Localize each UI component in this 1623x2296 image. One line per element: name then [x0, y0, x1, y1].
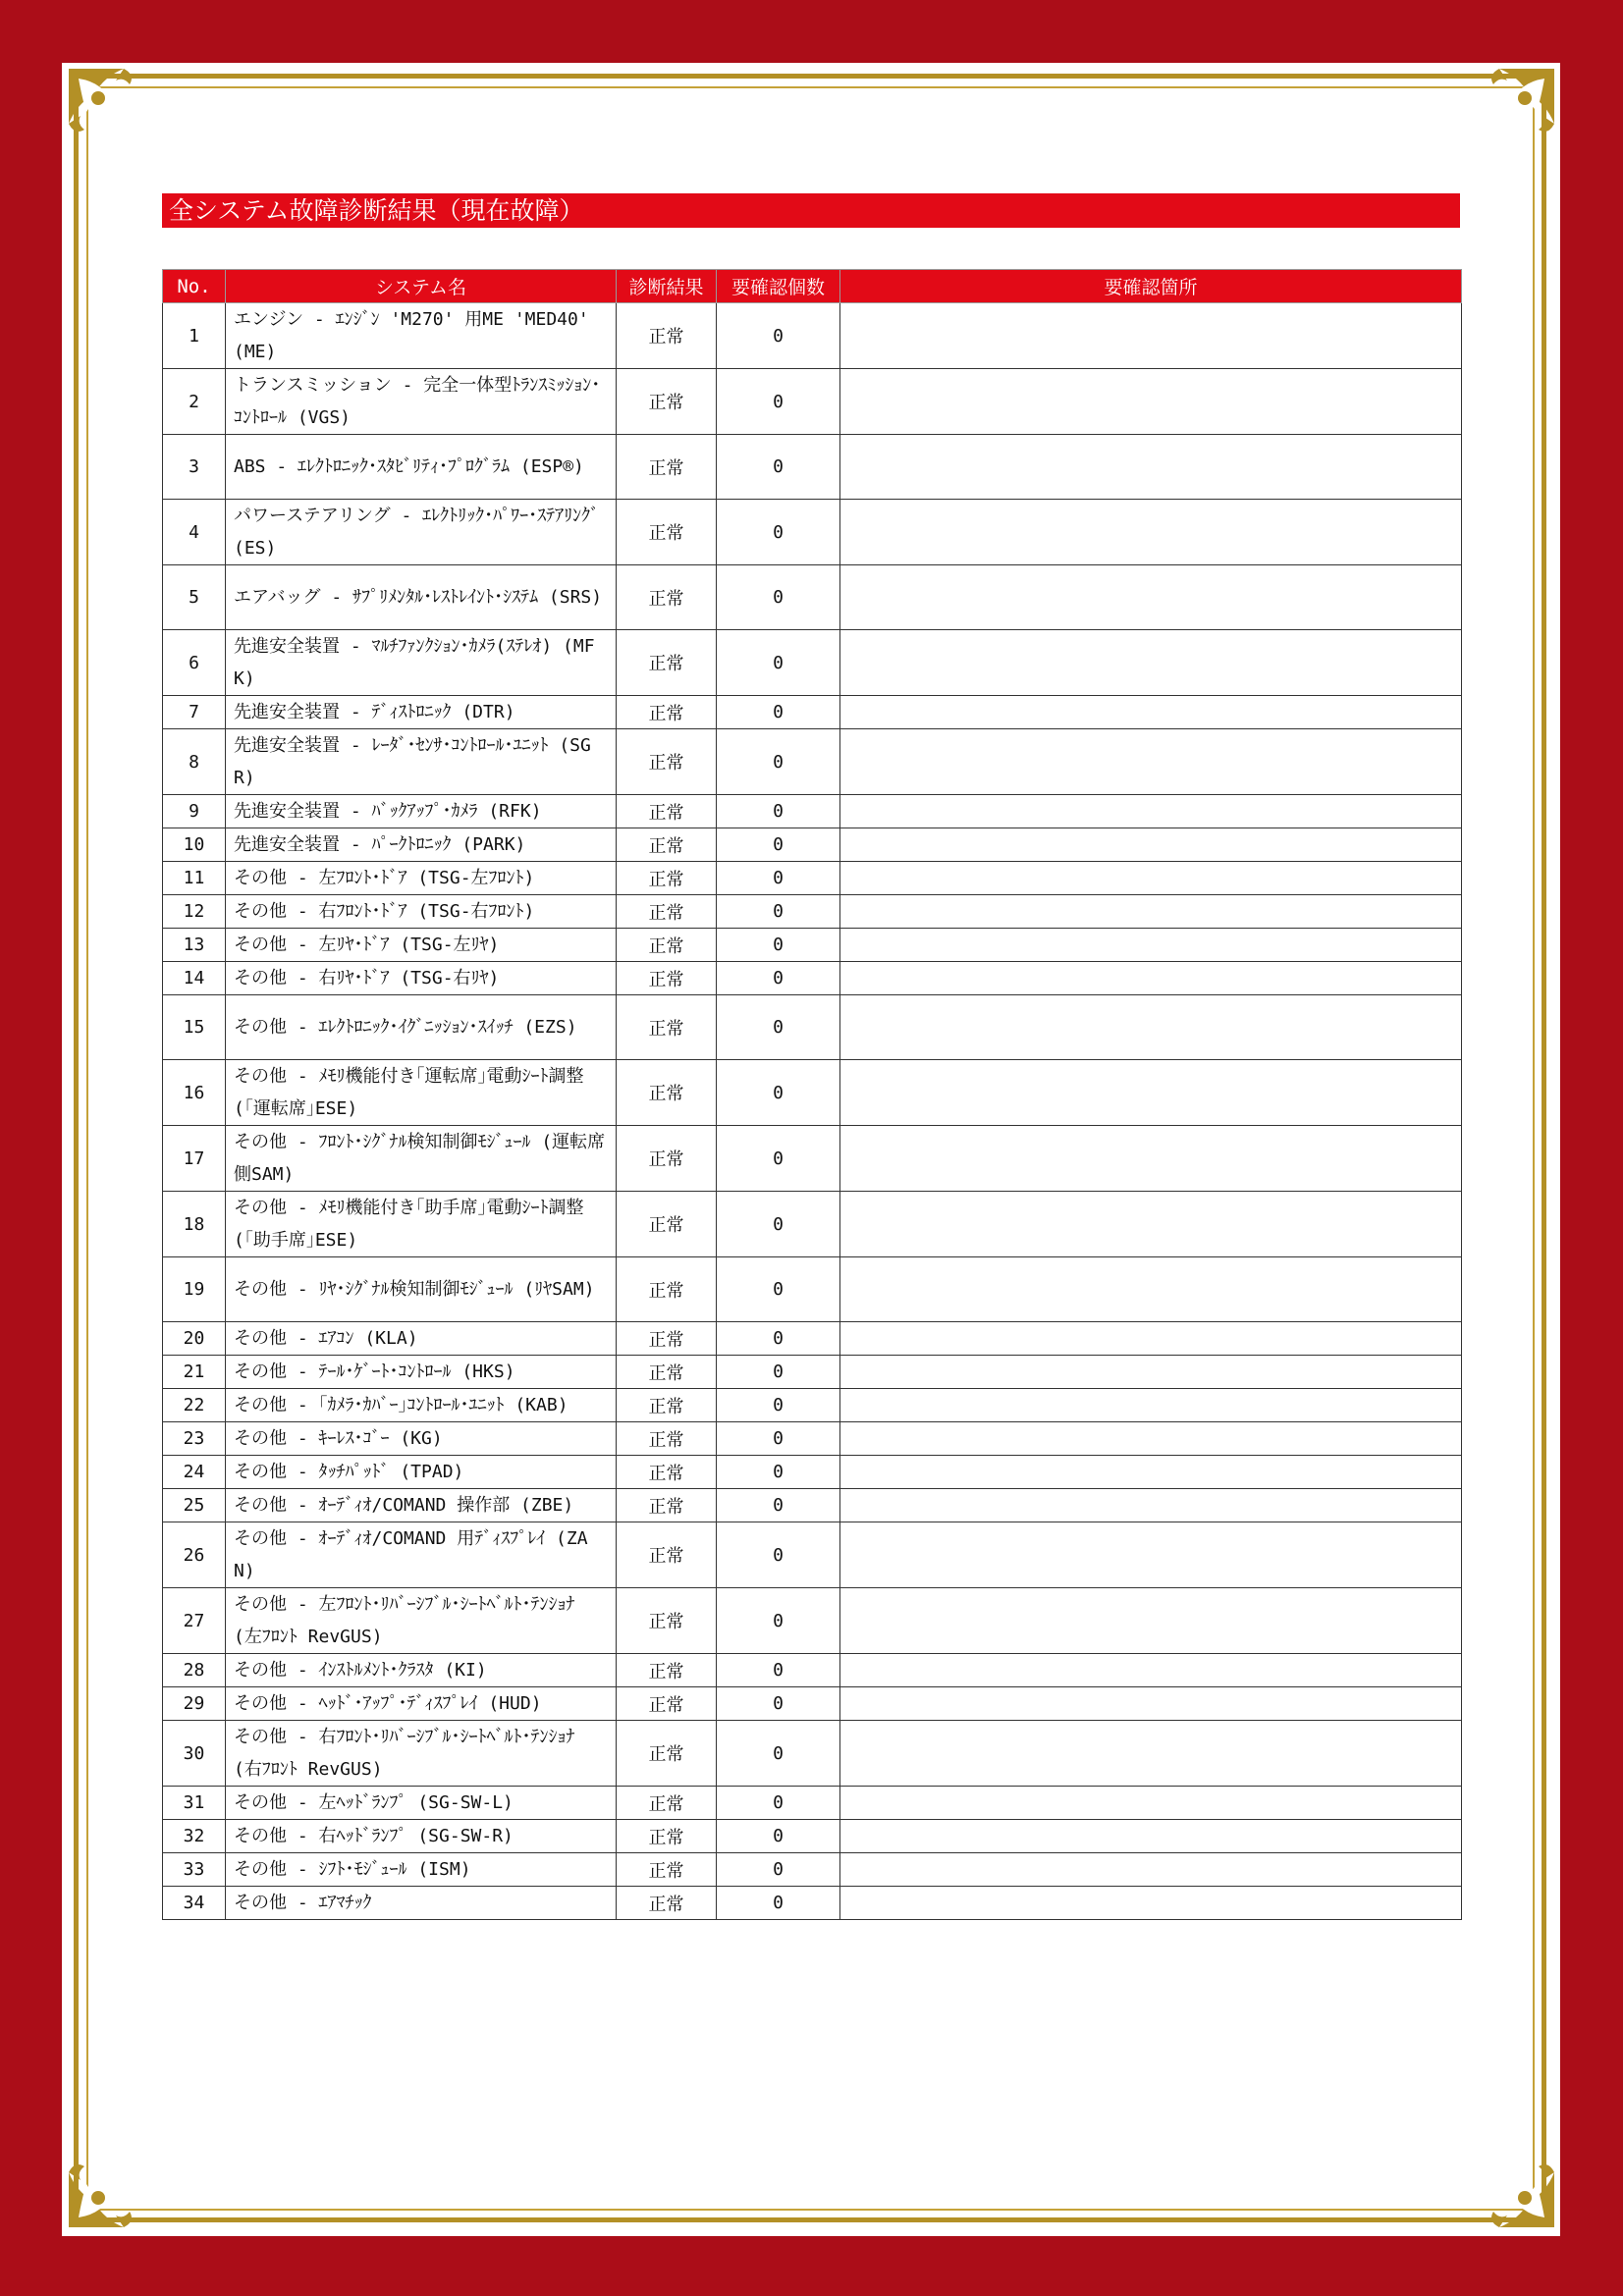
row-no: 10: [163, 828, 226, 862]
row-no: 6: [163, 630, 226, 696]
row-no: 24: [163, 1456, 226, 1489]
row-result: 正常: [617, 1192, 717, 1257]
row-check-location: [840, 1687, 1462, 1721]
row-no: 12: [163, 895, 226, 929]
table-row: [163, 500, 1462, 565]
header-result: 診断結果: [617, 270, 717, 303]
row-no: 23: [163, 1422, 226, 1456]
row-check-location: [840, 1489, 1462, 1522]
table-row: [163, 995, 1462, 1060]
row-check-count: 0: [717, 369, 840, 435]
table-row: [163, 1060, 1462, 1126]
row-check-count: 0: [717, 1456, 840, 1489]
row-system-name: その他 - 左ﾌﾛﾝﾄ･ﾄﾞｱ (TSG-左ﾌﾛﾝﾄ): [226, 862, 617, 895]
row-system-name: その他 - ﾌﾛﾝﾄ･ｼｸﾞﾅﾙ検知制御ﾓｼﾞｭｰﾙ (運転席側SAM): [226, 1126, 617, 1192]
row-check-location: [840, 795, 1462, 828]
table-row: [163, 1721, 1462, 1787]
table-row: [163, 1489, 1462, 1522]
row-system-name: 先進安全装置 - ﾊﾞｯｸｱｯﾌﾟ･ｶﾒﾗ (RFK): [226, 795, 617, 828]
row-check-location: [840, 862, 1462, 895]
row-result: 正常: [617, 795, 717, 828]
row-result: 正常: [617, 1787, 717, 1820]
table-row: [163, 962, 1462, 995]
table-row: [163, 1192, 1462, 1257]
row-check-count: 0: [717, 1853, 840, 1887]
row-check-count: 0: [717, 1522, 840, 1588]
row-check-count: 0: [717, 929, 840, 962]
row-no: 27: [163, 1588, 226, 1654]
row-result: 正常: [617, 1322, 717, 1356]
row-check-count: 0: [717, 1422, 840, 1456]
row-system-name: 先進安全装置 - ﾊﾟｰｸﾄﾛﾆｯｸ (PARK): [226, 828, 617, 862]
row-check-location: [840, 369, 1462, 435]
row-result: 正常: [617, 995, 717, 1060]
row-check-location: [840, 630, 1462, 696]
table-row: [163, 1588, 1462, 1654]
row-no: 22: [163, 1389, 226, 1422]
row-no: 34: [163, 1887, 226, 1920]
table-row: [163, 729, 1462, 795]
row-no: 28: [163, 1654, 226, 1687]
row-check-location: [840, 929, 1462, 962]
row-check-location: [840, 1522, 1462, 1588]
row-check-count: 0: [717, 1721, 840, 1787]
row-system-name: その他 - 右ﾌﾛﾝﾄ･ﾘﾊﾞｰｼﾌﾞﾙ･ｼｰﾄﾍﾞﾙﾄ･ﾃﾝｼｮﾅ (右ﾌﾛﾝﾄ RevGUS): [226, 1721, 617, 1787]
row-no: 25: [163, 1489, 226, 1522]
row-check-count: 0: [717, 1322, 840, 1356]
row-check-count: 0: [717, 995, 840, 1060]
table-row: [163, 1456, 1462, 1489]
row-result: 正常: [617, 1060, 717, 1126]
row-result: 正常: [617, 862, 717, 895]
row-check-count: 0: [717, 1787, 840, 1820]
row-check-location: [840, 1887, 1462, 1920]
row-system-name: その他 - ｼﾌﾄ･ﾓｼﾞｭｰﾙ (ISM): [226, 1853, 617, 1887]
row-check-count: 0: [717, 1356, 840, 1389]
row-check-location: [840, 303, 1462, 369]
row-check-location: [840, 1820, 1462, 1853]
row-result: 正常: [617, 729, 717, 795]
row-result: 正常: [617, 435, 717, 500]
row-system-name: その他 - ｵｰﾃﾞｨｵ/COMAND 用ﾃﾞｨｽﾌﾟﾚｲ (ZAN): [226, 1522, 617, 1588]
row-no: 15: [163, 995, 226, 1060]
row-system-name: エアバッグ - ｻﾌﾟﾘﾒﾝﾀﾙ･ﾚｽﾄﾚｲﾝﾄ･ｼｽﾃﾑ (SRS): [226, 565, 617, 630]
row-system-name: その他 - ﾘﾔ･ｼｸﾞﾅﾙ検知制御ﾓｼﾞｭｰﾙ (ﾘﾔSAM): [226, 1257, 617, 1322]
row-check-location: [840, 828, 1462, 862]
row-result: 正常: [617, 303, 717, 369]
row-check-count: 0: [717, 962, 840, 995]
row-no: 5: [163, 565, 226, 630]
table-row: [163, 862, 1462, 895]
row-no: 14: [163, 962, 226, 995]
table-row: [163, 369, 1462, 435]
row-system-name: その他 - ﾀｯﾁﾊﾟｯﾄﾞ (TPAD): [226, 1456, 617, 1489]
row-system-name: その他 - ﾍｯﾄﾞ･ｱｯﾌﾟ･ﾃﾞｨｽﾌﾟﾚｲ (HUD): [226, 1687, 617, 1721]
row-check-count: 0: [717, 828, 840, 862]
row-check-count: 0: [717, 1060, 840, 1126]
row-system-name: その他 - 右ﾘﾔ･ﾄﾞｱ (TSG-右ﾘﾔ): [226, 962, 617, 995]
row-result: 正常: [617, 696, 717, 729]
row-check-count: 0: [717, 435, 840, 500]
table-header-row: [163, 270, 1462, 303]
row-check-count: 0: [717, 1192, 840, 1257]
table-row: [163, 303, 1462, 369]
row-result: 正常: [617, 1422, 717, 1456]
row-system-name: その他 - ｷｰﾚｽ･ｺﾞｰ (KG): [226, 1422, 617, 1456]
row-check-location: [840, 895, 1462, 929]
row-result: 正常: [617, 1257, 717, 1322]
row-check-count: 0: [717, 1257, 840, 1322]
table-row: [163, 435, 1462, 500]
row-check-location: [840, 1060, 1462, 1126]
row-system-name: その他 - ｲﾝｽﾄﾙﾒﾝﾄ･ｸﾗｽﾀ (KI): [226, 1654, 617, 1687]
row-result: 正常: [617, 1126, 717, 1192]
row-check-location: [840, 1192, 1462, 1257]
header-no: No.: [163, 270, 226, 303]
row-result: 正常: [617, 962, 717, 995]
row-no: 2: [163, 369, 226, 435]
ornament-corner-icon: [65, 65, 163, 163]
row-system-name: 先進安全装置 - ﾏﾙﾁﾌｧﾝｸｼｮﾝ･ｶﾒﾗ(ｽﾃﾚｵ) (MFK): [226, 630, 617, 696]
row-check-location: [840, 995, 1462, 1060]
table-row: [163, 1787, 1462, 1820]
row-check-location: [840, 1588, 1462, 1654]
row-system-name: その他 - ｢ｶﾒﾗ･ｶﾊﾞｰ｣ｺﾝﾄﾛｰﾙ･ﾕﾆｯﾄ (KAB): [226, 1389, 617, 1422]
row-check-location: [840, 1126, 1462, 1192]
row-system-name: その他 - 左ﾍｯﾄﾞﾗﾝﾌﾟ (SG-SW-L): [226, 1787, 617, 1820]
row-check-count: 0: [717, 895, 840, 929]
row-check-count: 0: [717, 1687, 840, 1721]
diagnosis-table: [162, 269, 1462, 1920]
row-check-count: 0: [717, 1820, 840, 1853]
row-check-location: [840, 500, 1462, 565]
table-row: [163, 1853, 1462, 1887]
row-check-count: 0: [717, 696, 840, 729]
row-result: 正常: [617, 1522, 717, 1588]
row-check-location: [840, 435, 1462, 500]
table-row: [163, 1257, 1462, 1322]
table-row: [163, 929, 1462, 962]
row-result: 正常: [617, 1489, 717, 1522]
table-row: [163, 1356, 1462, 1389]
header-check-location: 要確認箇所: [840, 270, 1462, 303]
ornament-corner-icon: [1460, 2133, 1558, 2231]
row-system-name: その他 - 左ﾌﾛﾝﾄ･ﾘﾊﾞｰｼﾌﾞﾙ･ｼｰﾄﾍﾞﾙﾄ･ﾃﾝｼｮﾅ (左ﾌﾛﾝﾄ RevGUS): [226, 1588, 617, 1654]
row-check-count: 0: [717, 630, 840, 696]
row-check-location: [840, 565, 1462, 630]
row-result: 正常: [617, 369, 717, 435]
table-row: [163, 828, 1462, 862]
row-no: 31: [163, 1787, 226, 1820]
row-no: 17: [163, 1126, 226, 1192]
row-system-name: トランスミッション - 完全一体型ﾄﾗﾝｽﾐｯｼｮﾝ･ｺﾝﾄﾛｰﾙ (VGS): [226, 369, 617, 435]
row-result: 正常: [617, 630, 717, 696]
table-row: [163, 1522, 1462, 1588]
table-row: [163, 696, 1462, 729]
row-system-name: 先進安全装置 - ﾚｰﾀﾞ･ｾﾝｻ･ｺﾝﾄﾛｰﾙ･ﾕﾆｯﾄ (SGR): [226, 729, 617, 795]
row-check-location: [840, 1322, 1462, 1356]
row-result: 正常: [617, 1588, 717, 1654]
row-no: 3: [163, 435, 226, 500]
row-system-name: その他 - ﾒﾓﾘ機能付き｢運転席｣電動ｼｰﾄ調整 (｢運転席｣ESE): [226, 1060, 617, 1126]
row-no: 13: [163, 929, 226, 962]
row-no: 30: [163, 1721, 226, 1787]
table-row: [163, 1820, 1462, 1853]
row-no: 18: [163, 1192, 226, 1257]
row-no: 21: [163, 1356, 226, 1389]
row-system-name: その他 - ｴﾚｸﾄﾛﾆｯｸ･ｲｸﾞﾆｯｼｮﾝ･ｽｲｯﾁ (EZS): [226, 995, 617, 1060]
row-no: 20: [163, 1322, 226, 1356]
row-result: 正常: [617, 1356, 717, 1389]
row-check-count: 0: [717, 1887, 840, 1920]
row-no: 1: [163, 303, 226, 369]
table-row: [163, 1422, 1462, 1456]
row-system-name: その他 - 左ﾘﾔ･ﾄﾞｱ (TSG-左ﾘﾔ): [226, 929, 617, 962]
row-result: 正常: [617, 500, 717, 565]
row-no: 4: [163, 500, 226, 565]
row-no: 32: [163, 1820, 226, 1853]
table-row: [163, 1887, 1462, 1920]
row-result: 正常: [617, 1887, 717, 1920]
table-row: [163, 565, 1462, 630]
row-check-location: [840, 1356, 1462, 1389]
row-check-count: 0: [717, 1126, 840, 1192]
row-check-count: 0: [717, 1588, 840, 1654]
row-check-count: 0: [717, 303, 840, 369]
table-row: [163, 1654, 1462, 1687]
row-check-location: [840, 1654, 1462, 1687]
row-system-name: その他 - 右ﾌﾛﾝﾄ･ﾄﾞｱ (TSG-右ﾌﾛﾝﾄ): [226, 895, 617, 929]
row-check-count: 0: [717, 1489, 840, 1522]
row-no: 19: [163, 1257, 226, 1322]
row-no: 26: [163, 1522, 226, 1588]
row-check-count: 0: [717, 1654, 840, 1687]
row-system-name: その他 - 右ﾍｯﾄﾞﾗﾝﾌﾟ (SG-SW-R): [226, 1820, 617, 1853]
row-no: 16: [163, 1060, 226, 1126]
row-system-name: その他 - ｵｰﾃﾞｨｵ/COMAND 操作部 (ZBE): [226, 1489, 617, 1522]
row-no: 7: [163, 696, 226, 729]
row-check-location: [840, 696, 1462, 729]
row-check-count: 0: [717, 500, 840, 565]
row-system-name: その他 - ﾒﾓﾘ機能付き｢助手席｣電動ｼｰﾄ調整 (｢助手席｣ESE): [226, 1192, 617, 1257]
row-no: 8: [163, 729, 226, 795]
row-check-location: [840, 1257, 1462, 1322]
row-check-location: [840, 1422, 1462, 1456]
table-row: [163, 795, 1462, 828]
row-check-count: 0: [717, 565, 840, 630]
row-result: 正常: [617, 1820, 717, 1853]
row-check-location: [840, 729, 1462, 795]
row-system-name: エンジン - ｴﾝｼﾞﾝ 'M270' 用ME 'MED40' (ME): [226, 303, 617, 369]
row-result: 正常: [617, 1389, 717, 1422]
row-result: 正常: [617, 1853, 717, 1887]
row-result: 正常: [617, 1721, 717, 1787]
section-title: 全システム故障診断結果（現在故障）: [162, 193, 1460, 228]
header-system-name: システム名: [226, 270, 617, 303]
row-system-name: その他 - ﾃｰﾙ･ｹﾞｰﾄ･ｺﾝﾄﾛｰﾙ (HKS): [226, 1356, 617, 1389]
table-row: [163, 895, 1462, 929]
row-check-count: 0: [717, 729, 840, 795]
ornament-corner-icon: [65, 2133, 163, 2231]
table-row: [163, 1126, 1462, 1192]
row-check-location: [840, 1721, 1462, 1787]
row-result: 正常: [617, 1456, 717, 1489]
row-no: 11: [163, 862, 226, 895]
header-check-count: 要確認個数: [717, 270, 840, 303]
row-check-count: 0: [717, 795, 840, 828]
row-no: 33: [163, 1853, 226, 1887]
row-check-count: 0: [717, 862, 840, 895]
row-result: 正常: [617, 565, 717, 630]
ornament-corner-icon: [1460, 65, 1558, 163]
row-check-location: [840, 1456, 1462, 1489]
row-check-location: [840, 1787, 1462, 1820]
row-system-name: パワーステアリング - ｴﾚｸﾄﾘｯｸ･ﾊﾟﾜｰ･ｽﾃｱﾘﾝｸﾞ (ES): [226, 500, 617, 565]
row-result: 正常: [617, 828, 717, 862]
row-check-count: 0: [717, 1389, 840, 1422]
row-system-name: その他 - ｴｱｺﾝ (KLA): [226, 1322, 617, 1356]
row-system-name: その他 - ｴｱﾏﾁｯｸ: [226, 1887, 617, 1920]
row-check-location: [840, 962, 1462, 995]
row-system-name: ABS - ｴﾚｸﾄﾛﾆｯｸ･ｽﾀﾋﾞﾘﾃｨ･ﾌﾟﾛｸﾞﾗﾑ (ESP®): [226, 435, 617, 500]
row-result: 正常: [617, 929, 717, 962]
row-system-name: 先進安全装置 - ﾃﾞｨｽﾄﾛﾆｯｸ (DTR): [226, 696, 617, 729]
row-result: 正常: [617, 1654, 717, 1687]
table-row: [163, 1389, 1462, 1422]
row-result: 正常: [617, 1687, 717, 1721]
row-result: 正常: [617, 895, 717, 929]
row-no: 9: [163, 795, 226, 828]
table-row: [163, 1322, 1462, 1356]
table-row: [163, 630, 1462, 696]
row-check-location: [840, 1853, 1462, 1887]
row-check-location: [840, 1389, 1462, 1422]
table-row: [163, 1687, 1462, 1721]
row-no: 29: [163, 1687, 226, 1721]
